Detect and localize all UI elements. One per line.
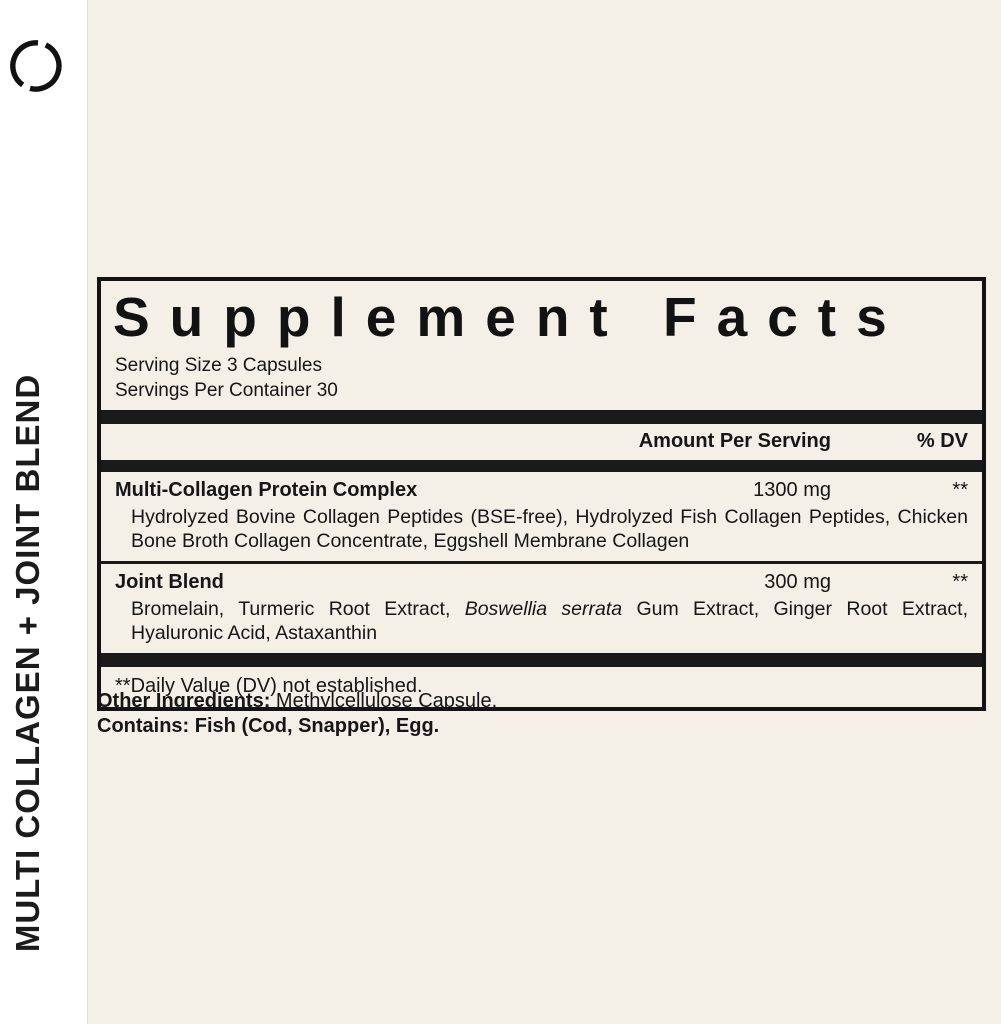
additional-label-info xyxy=(97,689,986,738)
ingredient-row xyxy=(101,564,982,596)
ingredient-amount: 300 mg xyxy=(764,571,831,594)
supplement-facts-panel xyxy=(97,277,986,711)
ingredient-row xyxy=(101,472,982,504)
amount-per-serving-header: Amount Per Serving xyxy=(638,430,831,453)
details-text: Gum Extract, Ginger Root Extract, Hyaluronic Acid, Astaxanthin xyxy=(131,598,968,644)
other-ingredients-label: Other Ingredients: xyxy=(97,690,271,712)
details-text: Bromelain, Turmeric Root Extract, xyxy=(131,598,451,621)
ingredient-amount: 1300 mg xyxy=(753,479,831,502)
divider-bar-thick xyxy=(101,410,982,424)
brand-logo xyxy=(7,37,65,95)
serving-size: Serving Size 3 Capsules xyxy=(115,355,322,377)
daily-value-footnote: **Daily Value (DV) not established. xyxy=(115,675,423,698)
ingredient-dv: ** xyxy=(952,479,968,502)
facts-column-header xyxy=(101,424,982,460)
ingredient-details: Hydrolyzed Bovine Collagen Peptides (BSE-free), Hydrolyzed Fish Collagen Peptides, Chicken Bone Broth Collagen Concentrate, Eggshell Membrane Collagen xyxy=(131,506,968,552)
other-ingredients-value: Methylcellulose Capsule. xyxy=(275,690,498,712)
vertical-product-name: MULTI COLLAGEN + JOINT BLEND xyxy=(9,373,46,953)
divider-bar-thick xyxy=(101,653,982,667)
other-ingredients-line xyxy=(97,689,986,714)
supplement-facts-title: Supplement Facts xyxy=(113,286,907,348)
ingredient-dv: ** xyxy=(952,571,968,594)
allergen-contains-line: Contains: Fish (Cod, Snapper), Egg. xyxy=(97,714,440,737)
divider-bar-medium xyxy=(101,460,982,472)
servings-per-container: Servings Per Container 30 xyxy=(115,380,338,402)
broken-circle-icon xyxy=(7,37,65,95)
ingredient-details xyxy=(101,596,982,653)
percent-dv-header: % DV xyxy=(916,430,968,453)
ingredient-name: Multi-Collagen Protein Complex xyxy=(115,479,418,502)
ingredient-name: Joint Blend xyxy=(115,571,224,594)
left-panel xyxy=(0,0,88,1024)
details-latin-name: Boswellia serrata xyxy=(464,598,623,621)
serving-info xyxy=(101,351,982,410)
